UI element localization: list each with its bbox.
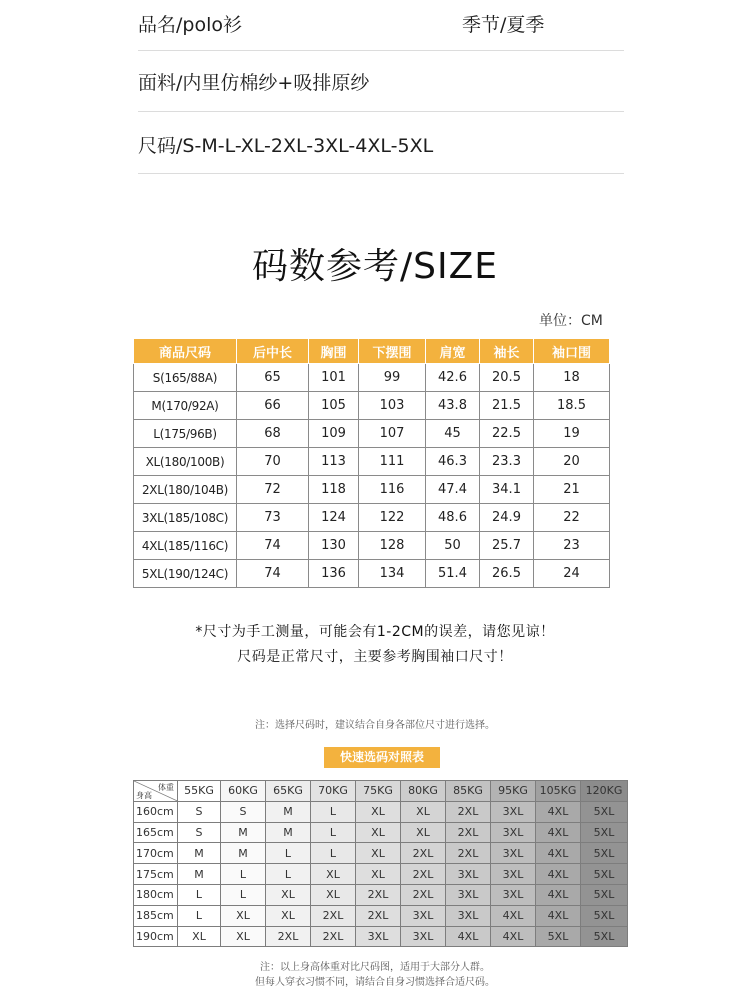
spec-value-cell: 43.8 [426,392,480,420]
quick-weight-header: 80KG [401,781,446,802]
quick-weight-header: 65KG [266,781,311,802]
quick-size-cell: 2XL [311,905,356,926]
quick-size-cell: S [178,801,221,822]
quick-height-cell: 160cm [134,801,178,822]
quick-size-cell: S [178,822,221,843]
quick-size-cell: XL [311,884,356,905]
spec-row [134,364,610,392]
spec-value-cell: 48.6 [426,504,480,532]
quick-size-cell: L [266,864,311,885]
spec-value-cell: 101 [309,364,359,392]
spec-table [133,338,610,588]
quick-table-title: 快速选码对照表 [324,747,440,768]
spec-value-cell: 25.7 [480,532,534,560]
quick-size-cell: 5XL [581,884,628,905]
quick-size-cell: M [266,801,311,822]
quick-size-cell: 2XL [446,822,491,843]
quick-size-cell: 3XL [446,864,491,885]
quick-row [134,822,628,843]
quick-size-cell: 3XL [446,884,491,905]
spec-size-cell: 4XL(185/116C) [134,532,237,560]
quick-size-cell: 2XL [266,926,311,947]
quick-weight-header: 120KG [581,781,628,802]
quick-size-cell: L [311,843,356,864]
quick-size-cell: XL [178,926,221,947]
spec-value-cell: 134 [359,560,426,588]
size-title: 码数参考/SIZE [251,246,498,287]
product-season: 季节/夏季 [462,14,545,36]
spec-value-cell: 111 [359,448,426,476]
spec-value-cell: 66 [237,392,309,420]
spec-value-cell: 21.5 [480,392,534,420]
spec-value-cell: 47.4 [426,476,480,504]
note-size-reference: 尺码是正常尺寸，主要参考胸围袖口尺寸！ [237,649,513,665]
quick-size-cell: XL [221,926,266,947]
quick-body [134,801,628,947]
spec-value-cell: 19 [534,420,610,448]
quick-size-cell: 5XL [581,905,628,926]
quick-size-cell: XL [266,884,311,905]
quick-size-cell: M [221,843,266,864]
quick-size-cell: 4XL [536,843,581,864]
quick-size-cell: L [178,884,221,905]
quick-size-cell: L [266,843,311,864]
spec-value-cell: 113 [309,448,359,476]
note-measurement: *尺寸为手工测量，可能会有1-2CM的误差，请您见谅！ [195,624,555,640]
quick-size-cell: 2XL [311,926,356,947]
quick-size-cell: XL [221,905,266,926]
spec-value-cell: 65 [237,364,309,392]
quick-size-cell: 5XL [581,843,628,864]
quick-size-cell: L [311,822,356,843]
quick-size-cell: 3XL [446,905,491,926]
quick-size-cell: 4XL [536,864,581,885]
spec-value-cell: 70 [237,448,309,476]
spec-header-cell: 商品尺码 [134,339,237,364]
spec-value-cell: 45 [426,420,480,448]
quick-size-cell: XL [311,864,356,885]
spec-value-cell: 128 [359,532,426,560]
quick-note-bottom-1: 注：以上身高体重对比尺码图，适用于大部分人群。 [260,962,490,973]
spec-row [134,448,610,476]
spec-row [134,392,610,420]
spec-value-cell: 99 [359,364,426,392]
quick-size-cell: 3XL [491,864,536,885]
quick-height-cell: 175cm [134,864,178,885]
quick-size-cell: XL [401,801,446,822]
spec-value-cell: 18.5 [534,392,610,420]
quick-size-cell: 5XL [581,822,628,843]
spec-value-cell: 23.3 [480,448,534,476]
spec-header-cell: 下摆围 [359,339,426,364]
product-name: 品名/polo衫 [138,14,242,36]
spec-row [134,476,610,504]
unit-label: 单位：CM [539,313,603,329]
product-sizes: 尺码/S-M-L-XL-2XL-3XL-4XL-5XL [138,135,434,157]
spec-value-cell: 136 [309,560,359,588]
quick-height-cell: 185cm [134,905,178,926]
spec-value-cell: 42.6 [426,364,480,392]
spec-size-cell: L(175/96B) [134,420,237,448]
quick-note-top: 注：选择尺码时，建议结合自身各部位尺寸进行选择。 [255,720,495,731]
quick-weight-header: 95KG [491,781,536,802]
spec-value-cell: 21 [534,476,610,504]
quick-weight-header: 75KG [356,781,401,802]
spec-size-cell: XL(180/100B) [134,448,237,476]
spec-value-cell: 68 [237,420,309,448]
quick-size-cell: 4XL [536,884,581,905]
quick-height-cell: 190cm [134,926,178,947]
corner-weight-label: 体重 [158,783,174,792]
spec-size-cell: 2XL(180/104B) [134,476,237,504]
spec-header-cell: 袖口围 [534,339,610,364]
quick-size-cell: 4XL [491,926,536,947]
spec-value-cell: 124 [309,504,359,532]
quick-size-cell: 4XL [446,926,491,947]
quick-size-cell: XL [356,822,401,843]
spec-row [134,504,610,532]
spec-value-cell: 18 [534,364,610,392]
quick-height-cell: 180cm [134,884,178,905]
spec-value-cell: 122 [359,504,426,532]
spec-value-cell: 24 [534,560,610,588]
spec-body [134,364,610,588]
quick-size-cell: 3XL [401,905,446,926]
spec-size-cell: S(165/88A) [134,364,237,392]
quick-size-cell: 5XL [581,801,628,822]
quick-row [134,884,628,905]
quick-size-cell: 3XL [356,926,401,947]
quick-row [134,926,628,947]
quick-row [134,801,628,822]
quick-size-cell: 4XL [536,822,581,843]
spec-value-cell: 22 [534,504,610,532]
spec-value-cell: 24.9 [480,504,534,532]
spec-header-cell: 肩宽 [426,339,480,364]
spec-size-cell: 3XL(185/108C) [134,504,237,532]
spec-header-cell: 袖长 [480,339,534,364]
info-row-name-season [138,0,624,51]
quick-size-cell: XL [401,822,446,843]
quick-row [134,905,628,926]
quick-size-cell: L [311,801,356,822]
quick-height-cell: 165cm [134,822,178,843]
quick-size-cell: 4XL [536,905,581,926]
quick-size-cell: M [178,843,221,864]
quick-weight-header: 70KG [311,781,356,802]
quick-height-cell: 170cm [134,843,178,864]
quick-size-cell: M [266,822,311,843]
info-row-fabric [138,50,624,112]
spec-value-cell: 103 [359,392,426,420]
spec-value-cell: 20.5 [480,364,534,392]
quick-size-cell: M [178,864,221,885]
quick-size-cell: 2XL [356,905,401,926]
product-fabric: 面料/内里仿棉纱+吸排原纱 [138,72,370,94]
spec-value-cell: 26.5 [480,560,534,588]
spec-value-cell: 72 [237,476,309,504]
quick-size-cell: 3XL [401,926,446,947]
quick-size-cell: 3XL [491,822,536,843]
spec-header-cell: 后中长 [237,339,309,364]
spec-value-cell: 118 [309,476,359,504]
quick-size-cell: XL [266,905,311,926]
quick-size-cell: 4XL [491,905,536,926]
spec-value-cell: 73 [237,504,309,532]
spec-value-cell: 46.3 [426,448,480,476]
spec-row [134,532,610,560]
quick-size-cell: XL [356,864,401,885]
quick-size-cell: 2XL [401,843,446,864]
spec-value-cell: 107 [359,420,426,448]
spec-value-cell: 74 [237,560,309,588]
spec-value-cell: 34.1 [480,476,534,504]
corner-height-label: 身高 [136,790,152,800]
quick-note-bottom-2: 但每人穿衣习惯不同，请结合自身习惯选择合适尺码。 [255,977,495,988]
quick-size-cell: 2XL [401,864,446,885]
spec-value-cell: 23 [534,532,610,560]
spec-size-cell: M(170/92A) [134,392,237,420]
spec-header-row [134,339,610,364]
spec-value-cell: 109 [309,420,359,448]
spec-value-cell: 105 [309,392,359,420]
quick-weight-header: 60KG [221,781,266,802]
quick-size-cell: XL [356,801,401,822]
quick-size-cell: 2XL [446,843,491,864]
quick-row [134,843,628,864]
spec-row [134,560,610,588]
quick-size-cell: L [221,884,266,905]
quick-size-cell: 5XL [581,926,628,947]
quick-size-cell: 2XL [401,884,446,905]
quick-size-cell: XL [356,843,401,864]
quick-size-cell: S [221,801,266,822]
quick-size-cell: 2XL [356,884,401,905]
quick-row [134,864,628,885]
quick-size-cell: 4XL [536,801,581,822]
quick-size-cell: 3XL [491,801,536,822]
spec-value-cell: 50 [426,532,480,560]
spec-value-cell: 20 [534,448,610,476]
quick-size-cell: L [221,864,266,885]
info-row-sizes [138,111,624,174]
quick-header-row [134,781,628,802]
quick-size-cell: 5XL [536,926,581,947]
spec-row [134,420,610,448]
quick-size-cell: 2XL [446,801,491,822]
quick-size-cell: 3XL [491,884,536,905]
quick-weight-header: 105KG [536,781,581,802]
quick-weight-header: 85KG [446,781,491,802]
quick-size-cell: L [178,905,221,926]
spec-value-cell: 51.4 [426,560,480,588]
quick-size-cell: M [221,822,266,843]
quick-size-table [133,780,628,947]
spec-size-cell: 5XL(190/124C) [134,560,237,588]
quick-corner-cell [134,781,178,802]
quick-size-cell: 3XL [491,843,536,864]
spec-value-cell: 74 [237,532,309,560]
quick-size-cell: 5XL [581,864,628,885]
spec-value-cell: 130 [309,532,359,560]
quick-weight-header: 55KG [178,781,221,802]
spec-value-cell: 22.5 [480,420,534,448]
spec-value-cell: 116 [359,476,426,504]
spec-header-cell: 胸围 [309,339,359,364]
